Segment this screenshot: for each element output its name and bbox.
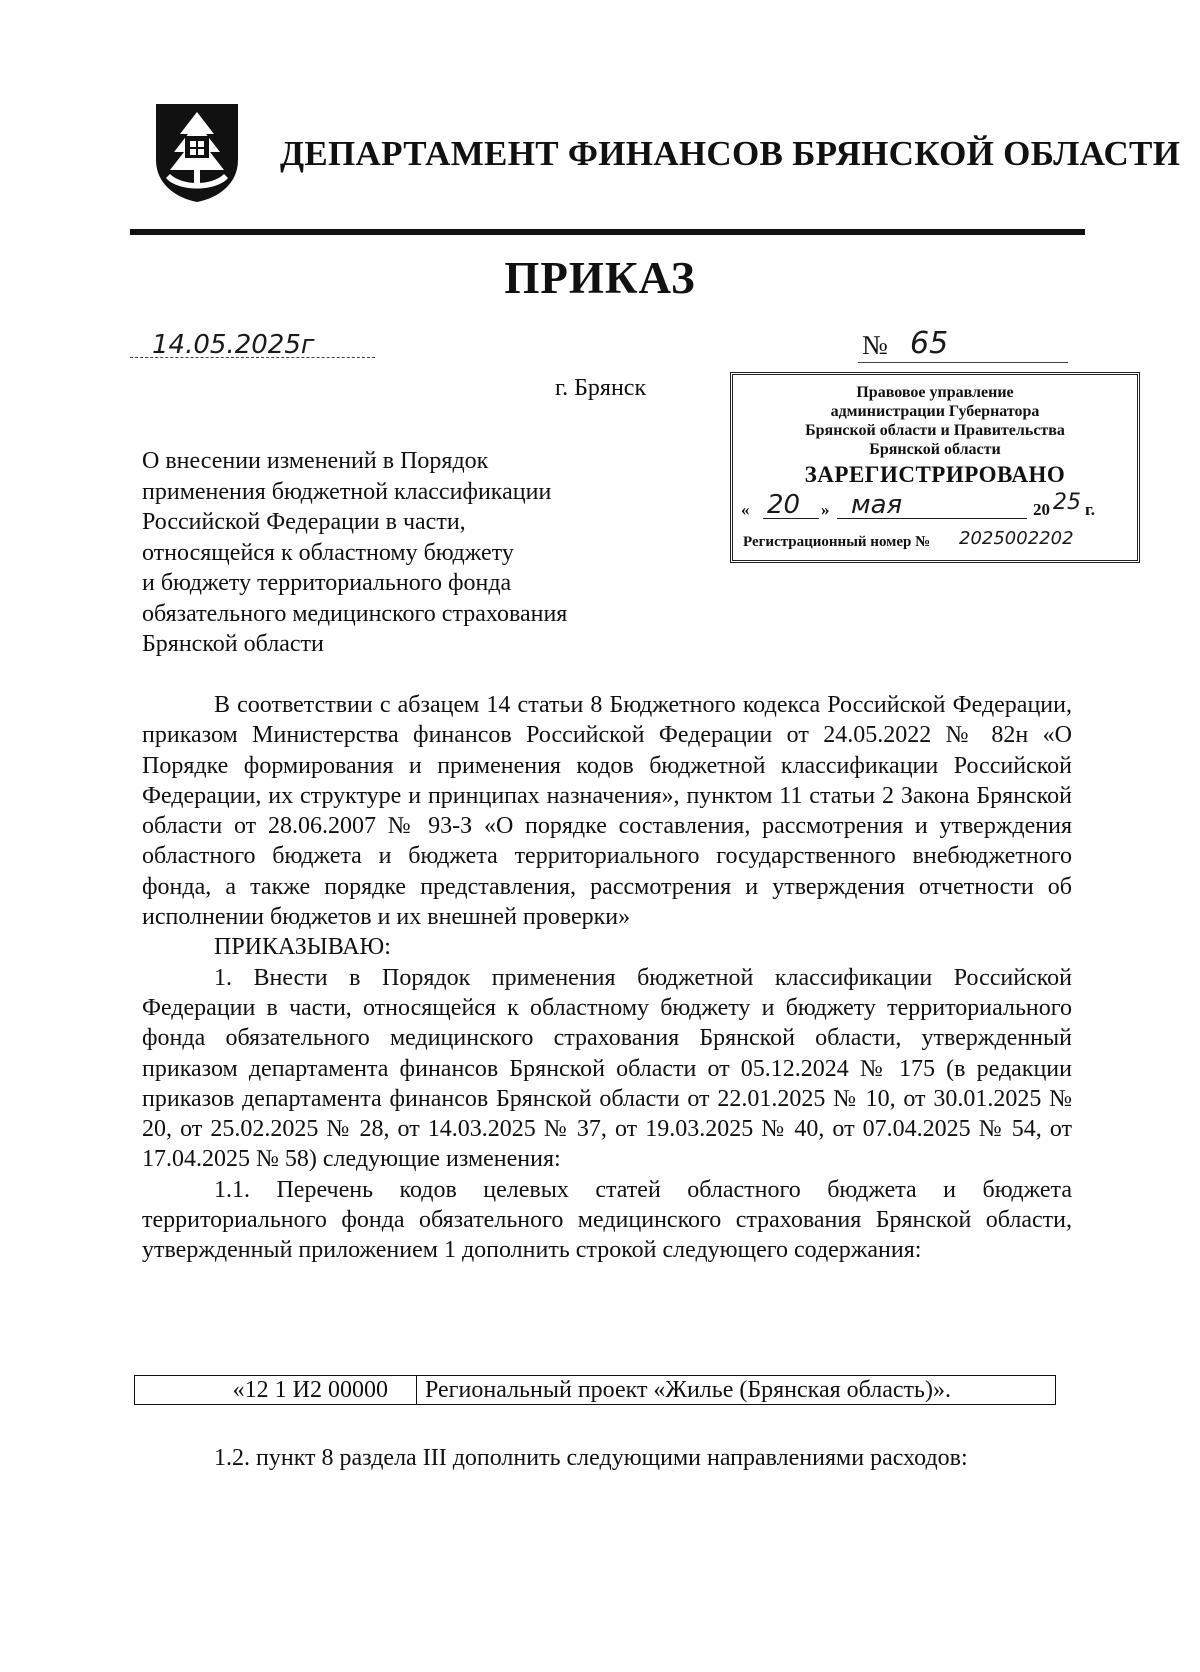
item-1-paragraph: 1. Внести в Порядок применения бюджетной классификации Российской Федерации в части, относящейся к областному бюджету и бюджету территориального фонда обязательного медицинского страхования Брянской области, утвержденный приказом департамента финансов Брянской области от 05.12.2024 № 175 (в редакции приказов департамента финансов Брянской области от 22.01.2025 № 10, от 30.01.2025 № 20, от 25.02.2025 № 28, от 14.03.2025 № 37, от 19.03.2025 № 40, от 07.04.2025 № 54, от 17.04.2025 № 58) следующие изменения: (142, 964, 1072, 1173)
order-number-label: № (862, 330, 888, 360)
stamp-org-line: Брянской области (869, 441, 1001, 458)
stamp-title: ЗАРЕГИСТРИРОВАНО (804, 462, 1066, 487)
number-underline (858, 362, 1068, 363)
stamp-date-row (733, 488, 1137, 528)
item-1-1-paragraph: 1.1. Перечень кодов целевых статей областного бюджета и бюджета территориального фонда обязательного медицинского страхования Брянской области, утвержденный приложением 1 дополнить строкой следующего содержания: (142, 1176, 1072, 1264)
order-word: ПРИКАЗЫВАЮ: (214, 934, 391, 961)
order-body (142, 690, 1072, 1266)
subject-line: обязательного медицинского страхования (142, 600, 568, 627)
order-subject (142, 446, 742, 660)
city: г. Брянск (555, 375, 647, 401)
stamp-reg-number: 2025002202 (959, 528, 1074, 549)
stamp-org-line: Правовое управление (856, 384, 1014, 401)
stamp-year-prefix: 20 (1033, 500, 1050, 519)
stamp-organization (733, 383, 1137, 459)
subject-line: Российской Федерации в части, (142, 509, 466, 535)
subject-line: относящейся к областному бюджету (142, 539, 514, 566)
order-number: 65 (910, 326, 949, 361)
bryansk-coat-of-arms-icon (152, 100, 242, 204)
department-title: ДЕПАРТАМЕНТ ФИНАНСОВ БРЯНСКОЙ ОБЛАСТИ (280, 134, 1181, 173)
date-underline (130, 357, 375, 358)
registration-stamp (730, 372, 1140, 563)
item-1-2-paragraph: 1.2. пункт 8 раздела III дополнить следующими направлениями расходов: (214, 1445, 968, 1471)
order-date: 14.05.2025г (152, 330, 315, 360)
stamp-reg-label: Регистрационный номер № (743, 534, 931, 550)
stamp-day: 20 (767, 490, 801, 520)
stamp-org-line: Брянской области и Правительства (805, 422, 1065, 439)
subject-line: применения бюджетной классификации (142, 478, 552, 505)
stamp-year-suffix: г. (1085, 500, 1096, 519)
document-title: ПРИКАЗ (504, 253, 696, 303)
stamp-org-line: администрации Губернатора (830, 403, 1040, 420)
table-code-cell: «12 1 И2 00000 (135, 1376, 417, 1404)
stamp-reg-row (733, 528, 1137, 556)
subject-line: Брянской области (142, 631, 324, 657)
header-divider (130, 229, 1085, 235)
stamp-day-line (763, 518, 819, 519)
subject-line: О внесении изменений в Порядок (142, 448, 489, 474)
stamp-month: мая (851, 490, 903, 520)
target-article-table (134, 1375, 1056, 1405)
order-tail (142, 1443, 1072, 1474)
stamp-year: 25 (1053, 490, 1081, 515)
stamp-quote-open: « (741, 500, 750, 519)
preamble-paragraph: В соответствии с абзацем 14 статьи 8 Бюджетного кодекса Российской Федерации, приказом Министерства финансов Российской Федерации от 24.05.2022 № 82н «О Порядке формирования и применения кодов бюджетной классификации Российской Федерации, их структуре и принципах назначения», пунктом 11 статьи 2 Закона Брянской области от 28.06.2007 № 93-З «О порядке составления, рассмотрения и утверждения областного бюджета и бюджета территориального государственного внебюджетного фонда, а также порядке представления, рассмотрения и утверждения отчетности об исполнении бюджетов и их внешней проверки» (142, 692, 1072, 931)
stamp-month-line (837, 518, 1027, 519)
subject-line: и бюджету территориального фонда (142, 570, 512, 596)
table-name-cell: Региональный проект «Жилье (Брянская область)». (425, 1377, 951, 1403)
stamp-quote-close: » (821, 500, 830, 519)
